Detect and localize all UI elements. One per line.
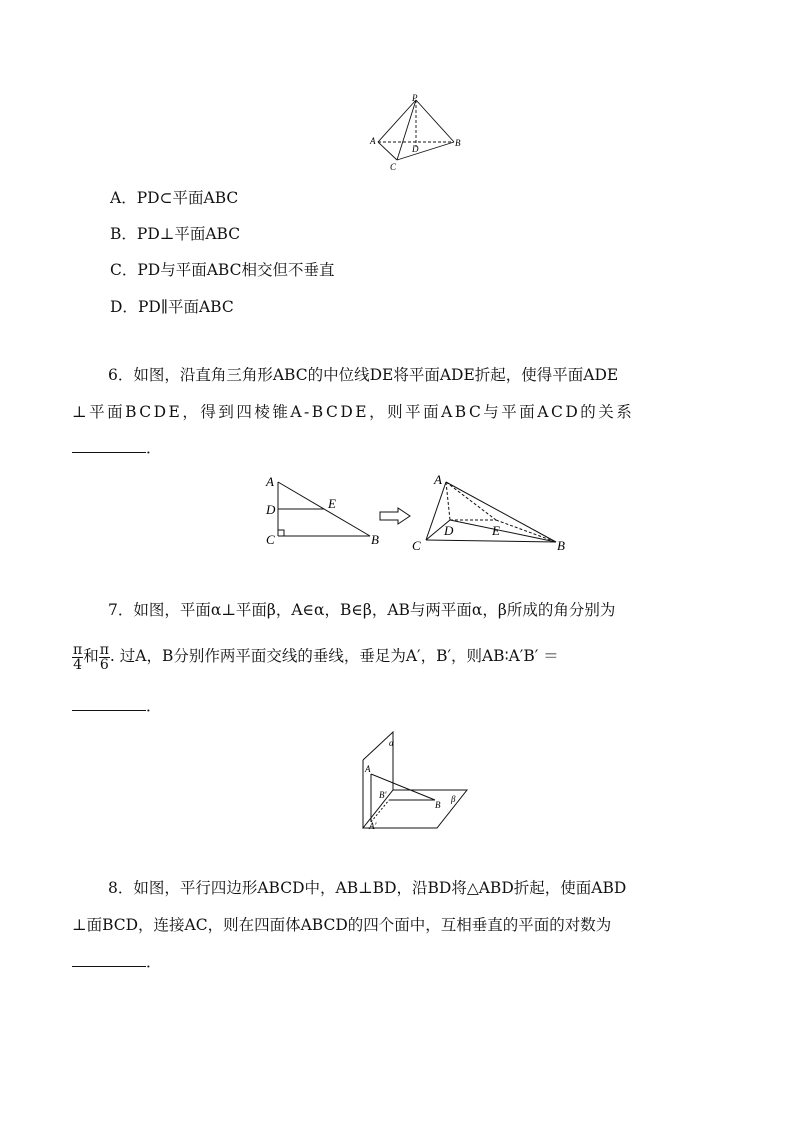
denominator: 6 [99, 656, 109, 673]
period: ． [146, 439, 162, 457]
option-letter: D． [110, 298, 138, 316]
label-a-prime: A′ [369, 821, 377, 831]
fraction-pi-over-4 [72, 643, 83, 672]
label-c: C [390, 162, 397, 172]
question-8-answer [72, 952, 722, 972]
option-b [110, 224, 240, 244]
label-a: A [434, 472, 442, 487]
option-a [110, 188, 238, 208]
label-p: P [412, 93, 418, 103]
answer-blank[interactable] [72, 952, 146, 967]
label-b: B [371, 532, 379, 547]
period: ． [146, 697, 162, 715]
option-text: PD⊂平面ABC [136, 189, 239, 207]
label-c: C [266, 532, 275, 547]
label-d: D [266, 502, 276, 517]
question-6-line-2: ⊥平面BCDE，得到四棱锥A-BCDE，则平面ABC与平面ACD的关系 [72, 403, 635, 421]
answer-blank[interactable] [72, 438, 146, 453]
label-b-prime: B′ [379, 790, 387, 800]
label-a: A [266, 474, 274, 489]
label-e: E [492, 523, 500, 538]
option-text: PD⊥平面ABC [136, 225, 241, 243]
label-alpha: α [389, 738, 394, 748]
option-c [110, 260, 334, 280]
question-7-answer [72, 696, 722, 716]
option-d [110, 297, 234, 317]
numerator: π [99, 641, 109, 658]
option-letter: B． [110, 225, 137, 243]
option-letter: A． [110, 189, 137, 207]
option-letter: C． [110, 261, 138, 279]
question-7-line-2 [72, 638, 722, 674]
planes-figure [355, 728, 475, 836]
option-text: PD∥平面ABC [137, 298, 234, 316]
period: ． [146, 953, 162, 971]
question-8-line-2: ⊥面BCD，连接AC，则在四面体ABCD的四个面中，互相垂直的平面的对数为 [72, 916, 612, 934]
label-b: B [557, 538, 565, 553]
and-word: 和 [83, 647, 99, 665]
option-text: PD与平面ABC相交但不垂直 [137, 261, 335, 279]
question-6-line-1: 6．如图，沿直角三角形ABC的中位线DE将平面ADE折起，使得平面ADE [108, 366, 619, 384]
numerator: π [73, 641, 83, 658]
label-a: A [365, 764, 371, 774]
question-6-answer [72, 438, 722, 458]
answer-blank[interactable] [72, 696, 146, 711]
label-a: A [370, 136, 376, 146]
label-c: C [412, 538, 421, 553]
tetrahedron-figure [360, 92, 470, 174]
denominator: 4 [73, 656, 83, 673]
label-b: B [455, 138, 461, 148]
label-d: D [444, 523, 454, 538]
question-7-text: . 过A，B分别作两平面交线的垂线，垂足为A′，B′，则AB∶A′B′ ＝ [109, 647, 559, 665]
folding-figure [258, 470, 578, 556]
question-7-line-1: 7．如图，平面α⊥平面β，A∈α，B∈β，AB与两平面α，β所成的角分别为 [108, 601, 616, 619]
question-8-line-1: 8．如图，平行四边形ABCD中，AB⊥BD，沿BD将△ABD折起，使面ABD [108, 879, 627, 897]
label-beta: β [451, 794, 456, 804]
label-b: B [435, 800, 441, 810]
label-e: E [328, 496, 336, 511]
fraction-pi-over-6 [99, 643, 110, 672]
label-d: D [412, 144, 419, 154]
